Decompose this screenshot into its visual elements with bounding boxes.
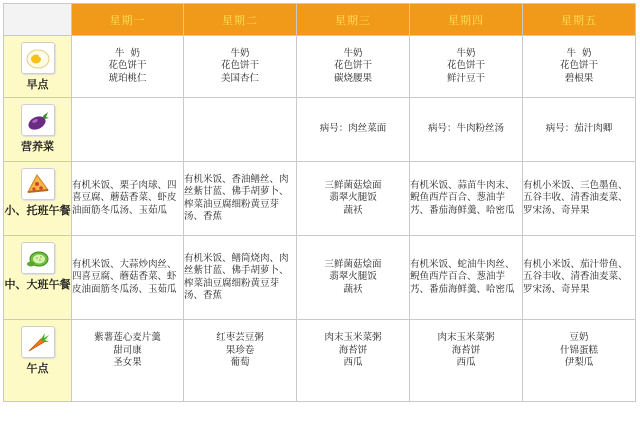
menu-item: 有机米饭、蒜苗牛肉末、鲵鱼西芹百合、葱油芋艿、番茄海鲜羹、哈密瓜 [410,179,515,216]
menu-item: 有机米饭、蛇油牛肉丝、鲵鱼西芹百合、葱油芋艿、番茄海鲜羹、哈密瓜 [410,258,515,295]
menu-cell [410,162,523,236]
menu-item: 病号：茄汁肉卿 [545,123,613,135]
menu-item: 豆奶 [569,332,589,343]
menu-item: 三鲜菌菇烩面 [324,258,382,270]
meal-row-nutrition [4,98,636,162]
menu-item: 肉末玉米菜粥 [437,332,495,343]
meal-row-breakfast [4,36,636,98]
menu-item: 花色饼干 [220,60,259,72]
menu-item: 西瓜 [343,357,363,368]
menu-cell [72,36,184,98]
menu-cell [72,320,184,402]
row-label: 早点 [26,78,49,91]
menu-cell [410,36,523,98]
menu-item: 花色饼干 [446,60,485,72]
day-header-fri: 星期五 [523,4,636,36]
menu-item: 紫薯莲心麦片羹 [94,332,161,343]
menu-cell [184,98,297,162]
row-label: 午点 [26,362,49,375]
menu-item: 牛奶 [456,47,476,59]
menu-cell [72,98,184,162]
menu-cell [184,162,297,236]
menu-item: 美国杏仁 [220,72,259,84]
menu-cell [410,320,523,402]
menu-item: 葡萄 [230,357,250,368]
meal-row-small-class-lunch [4,162,636,236]
menu-item: 肉末玉米菜粥 [324,332,382,343]
menu-item: 什锦蛋糕 [559,344,598,356]
menu-item: 翡翠火腿饭 [329,192,377,204]
menu-item: 圣女果 [113,357,142,368]
menu-cell [297,36,410,98]
menu-item: 花色饼干 [333,60,372,72]
menu-cell [72,236,184,320]
menu-cell [523,320,636,402]
menu-item: 蔬袄 [343,283,363,295]
menu-cell [184,36,297,98]
menu-item: 三鲜菌菇烩面 [324,179,382,191]
menu-cell [410,98,523,162]
meal-row-large-class-lunch [4,236,636,320]
menu-cell [184,236,297,320]
row-label: 中、大班午餐 [4,278,71,291]
menu-item: 病号：肉丝菜面 [319,123,387,135]
menu-cell [297,320,410,402]
row-label: 小、托班午餐 [4,204,71,217]
menu-item: 伊梨瓜 [564,357,594,368]
menu-item: 有机小米饭、三色墨鱼、五谷丰收、清香油麦菜、罗宋汤、奇异果 [523,179,628,216]
menu-item: 碳烧腰果 [333,72,372,84]
menu-item: 有机米饭、栗子肉球、四喜豆腐、蘑菇香菜、虾皮油面筋冬瓜汤、玉茹瓜 [72,179,177,216]
weekday-header-row [4,4,636,36]
menu-cell [72,162,184,236]
menu-cell [523,98,636,162]
menu-item: 琥珀桃仁 [108,72,147,84]
menu-item: 甜司康 [113,344,142,356]
menu-item: 红枣芸豆粥 [216,332,264,343]
menu-item: 碧根果 [564,72,594,84]
header-corner [4,4,72,36]
menu-cell [523,162,636,236]
menu-cell [297,98,410,162]
menu-cell [297,162,410,236]
day-header-mon: 星期一 [72,4,184,36]
row-header-nutrition [4,98,72,162]
meal-row-afternoon-snack [4,320,636,402]
menu-item: 海苔饼 [338,344,368,356]
menu-item: 有机米饭、鳝筒烧肉、肉丝紫甘蓝、佛手胡萝卜、榨菜油豆腐细粉黄豆芽汤、香蕉 [184,252,289,301]
menu-cell [297,236,410,320]
row-header-small-class-lunch [4,162,72,236]
row-header-afternoon-snack [4,320,72,402]
menu-item: 西瓜 [456,357,476,368]
carrot-icon [21,326,55,358]
eggplant-icon [21,104,55,136]
menu-item: 病号：牛肉粉丝汤 [427,123,504,135]
menu-item: 有机米饭、香油鳝丝、肉丝紫甘蓝、佛手胡萝卜、榨菜油豆腐细粉黄豆芽汤、香蕉 [184,173,289,222]
menu-cell [410,236,523,320]
menu-item: 鲜汁豆干 [446,72,485,84]
menu-item: 牛 奶 [114,47,141,59]
row-header-large-class-lunch [4,236,72,320]
cucumber-icon [21,242,55,274]
menu-item: 花色饼干 [559,60,598,72]
menu-item: 花色饼干 [108,60,147,72]
day-header-wed: 星期三 [297,4,410,36]
row-label: 营养菜 [21,140,54,153]
menu-cell [184,320,297,402]
menu-item: 果珍卷 [225,344,255,356]
menu-item: 海苔饼 [451,344,481,356]
menu-cell [523,236,636,320]
menu-item: 蔬袄 [343,204,363,216]
menu-item: 牛奶 [230,47,250,59]
menu-item: 翡翠火腿饭 [329,271,377,283]
egg-icon [21,42,55,74]
menu-item: 有机小米饭、茄汁带鱼、五谷丰收、清香油麦菜、罗宋汤、奇异果 [523,258,628,295]
pizza-icon [21,168,55,200]
menu-item: 有机米饭、大蒜炒肉丝、四喜豆腐、蘑菇香菜、虾皮油面筋冬瓜汤、玉茹瓜 [72,258,177,295]
menu-item: 牛奶 [343,47,363,59]
menu-cell [523,36,636,98]
menu-item: 牛 奶 [566,47,592,59]
day-header-thu: 星期四 [410,4,523,36]
weekly-menu-table [3,3,636,402]
day-header-tue: 星期二 [184,4,297,36]
row-header-breakfast [4,36,72,98]
